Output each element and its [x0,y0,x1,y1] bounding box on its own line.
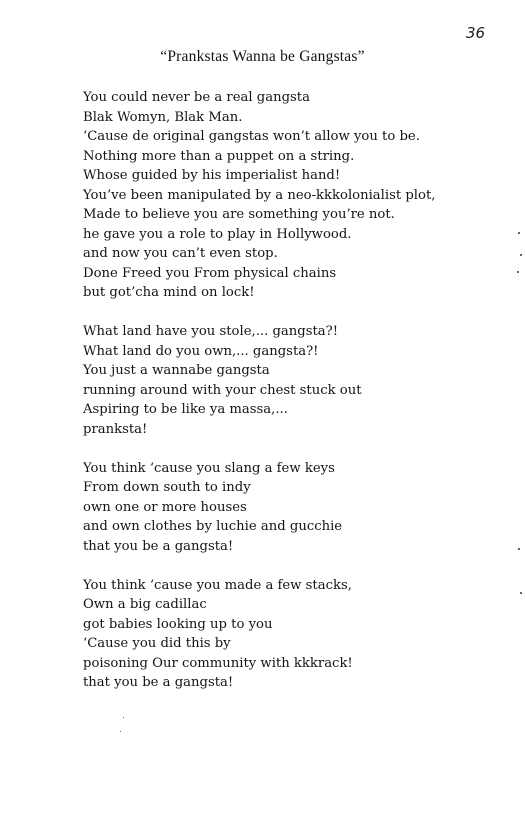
poem-line: Made to believe you are something you’re not. [83,207,395,222]
stanza-1 [83,88,503,303]
poem-line: Whose guided by his imperialist hand! [83,168,341,183]
poem-line: From down south to indy [83,480,251,495]
poem-line: Done Freed you From physical chains [83,265,337,281]
scan-speck [518,548,520,550]
poem-line: and now you can’t even stop. [83,246,278,261]
scan-speck [520,254,522,256]
poem-line: he gave you a role to play in Hollywood. [83,226,352,242]
poem-title: “Prankstas Wanna be Gangstas” [160,48,365,65]
poem-line: but got’cha mind on lock! [83,285,255,300]
poem-line: What land do you own,... gangsta?! [83,343,319,359]
poem-line: Aspiring to be like ya massa,... [83,402,288,417]
poem-line: You could never be a real gangsta [83,90,310,105]
poem-line: and own clothes by luchie and gucchie [83,519,343,534]
stanza-4 [83,576,503,693]
page-number: 36 [466,24,486,42]
poem-line: Own a big cadillac [83,597,207,612]
scan-speck [517,271,519,273]
scan-speck [520,592,522,594]
poem-line: poisoning Our community with kkkrack! [83,655,353,671]
stanza-3 [83,459,503,557]
scan-speck [123,717,124,718]
scan-speck [120,731,121,732]
poem-line: You think ‘cause you made a few stacks, [83,577,352,593]
poem-line: pranksta! [83,421,148,437]
poem-line: got babies looking up to you [83,616,273,632]
poem-line: that you be a gangsta! [83,675,234,690]
poem-line: own one or more houses [83,499,247,515]
poem-line: You just a wannabe gangsta [83,363,270,378]
poem-line: What land have you stole,... gangsta?! [83,324,339,339]
poem-line: Nothing more than a puppet on a string. [83,148,355,164]
poem-line: running around with your chest stuck out [83,382,362,398]
poem-line: ‘Cause you did this by [83,636,231,651]
stanza-2 [83,322,503,439]
poem-line: You think ‘cause you slang a few keys [83,460,335,476]
poem-line: that you be a gangsta! [83,538,234,554]
poem-line: Blak Womyn, Blak Man. [83,109,243,125]
poem-line: You’ve been manipulated by a neo-kkkolonialist plot, [83,187,436,203]
poem-line: ‘Cause de original gangstas won’t allow you to be. [83,129,420,144]
poem-body [83,88,503,712]
scan-speck [518,232,520,234]
